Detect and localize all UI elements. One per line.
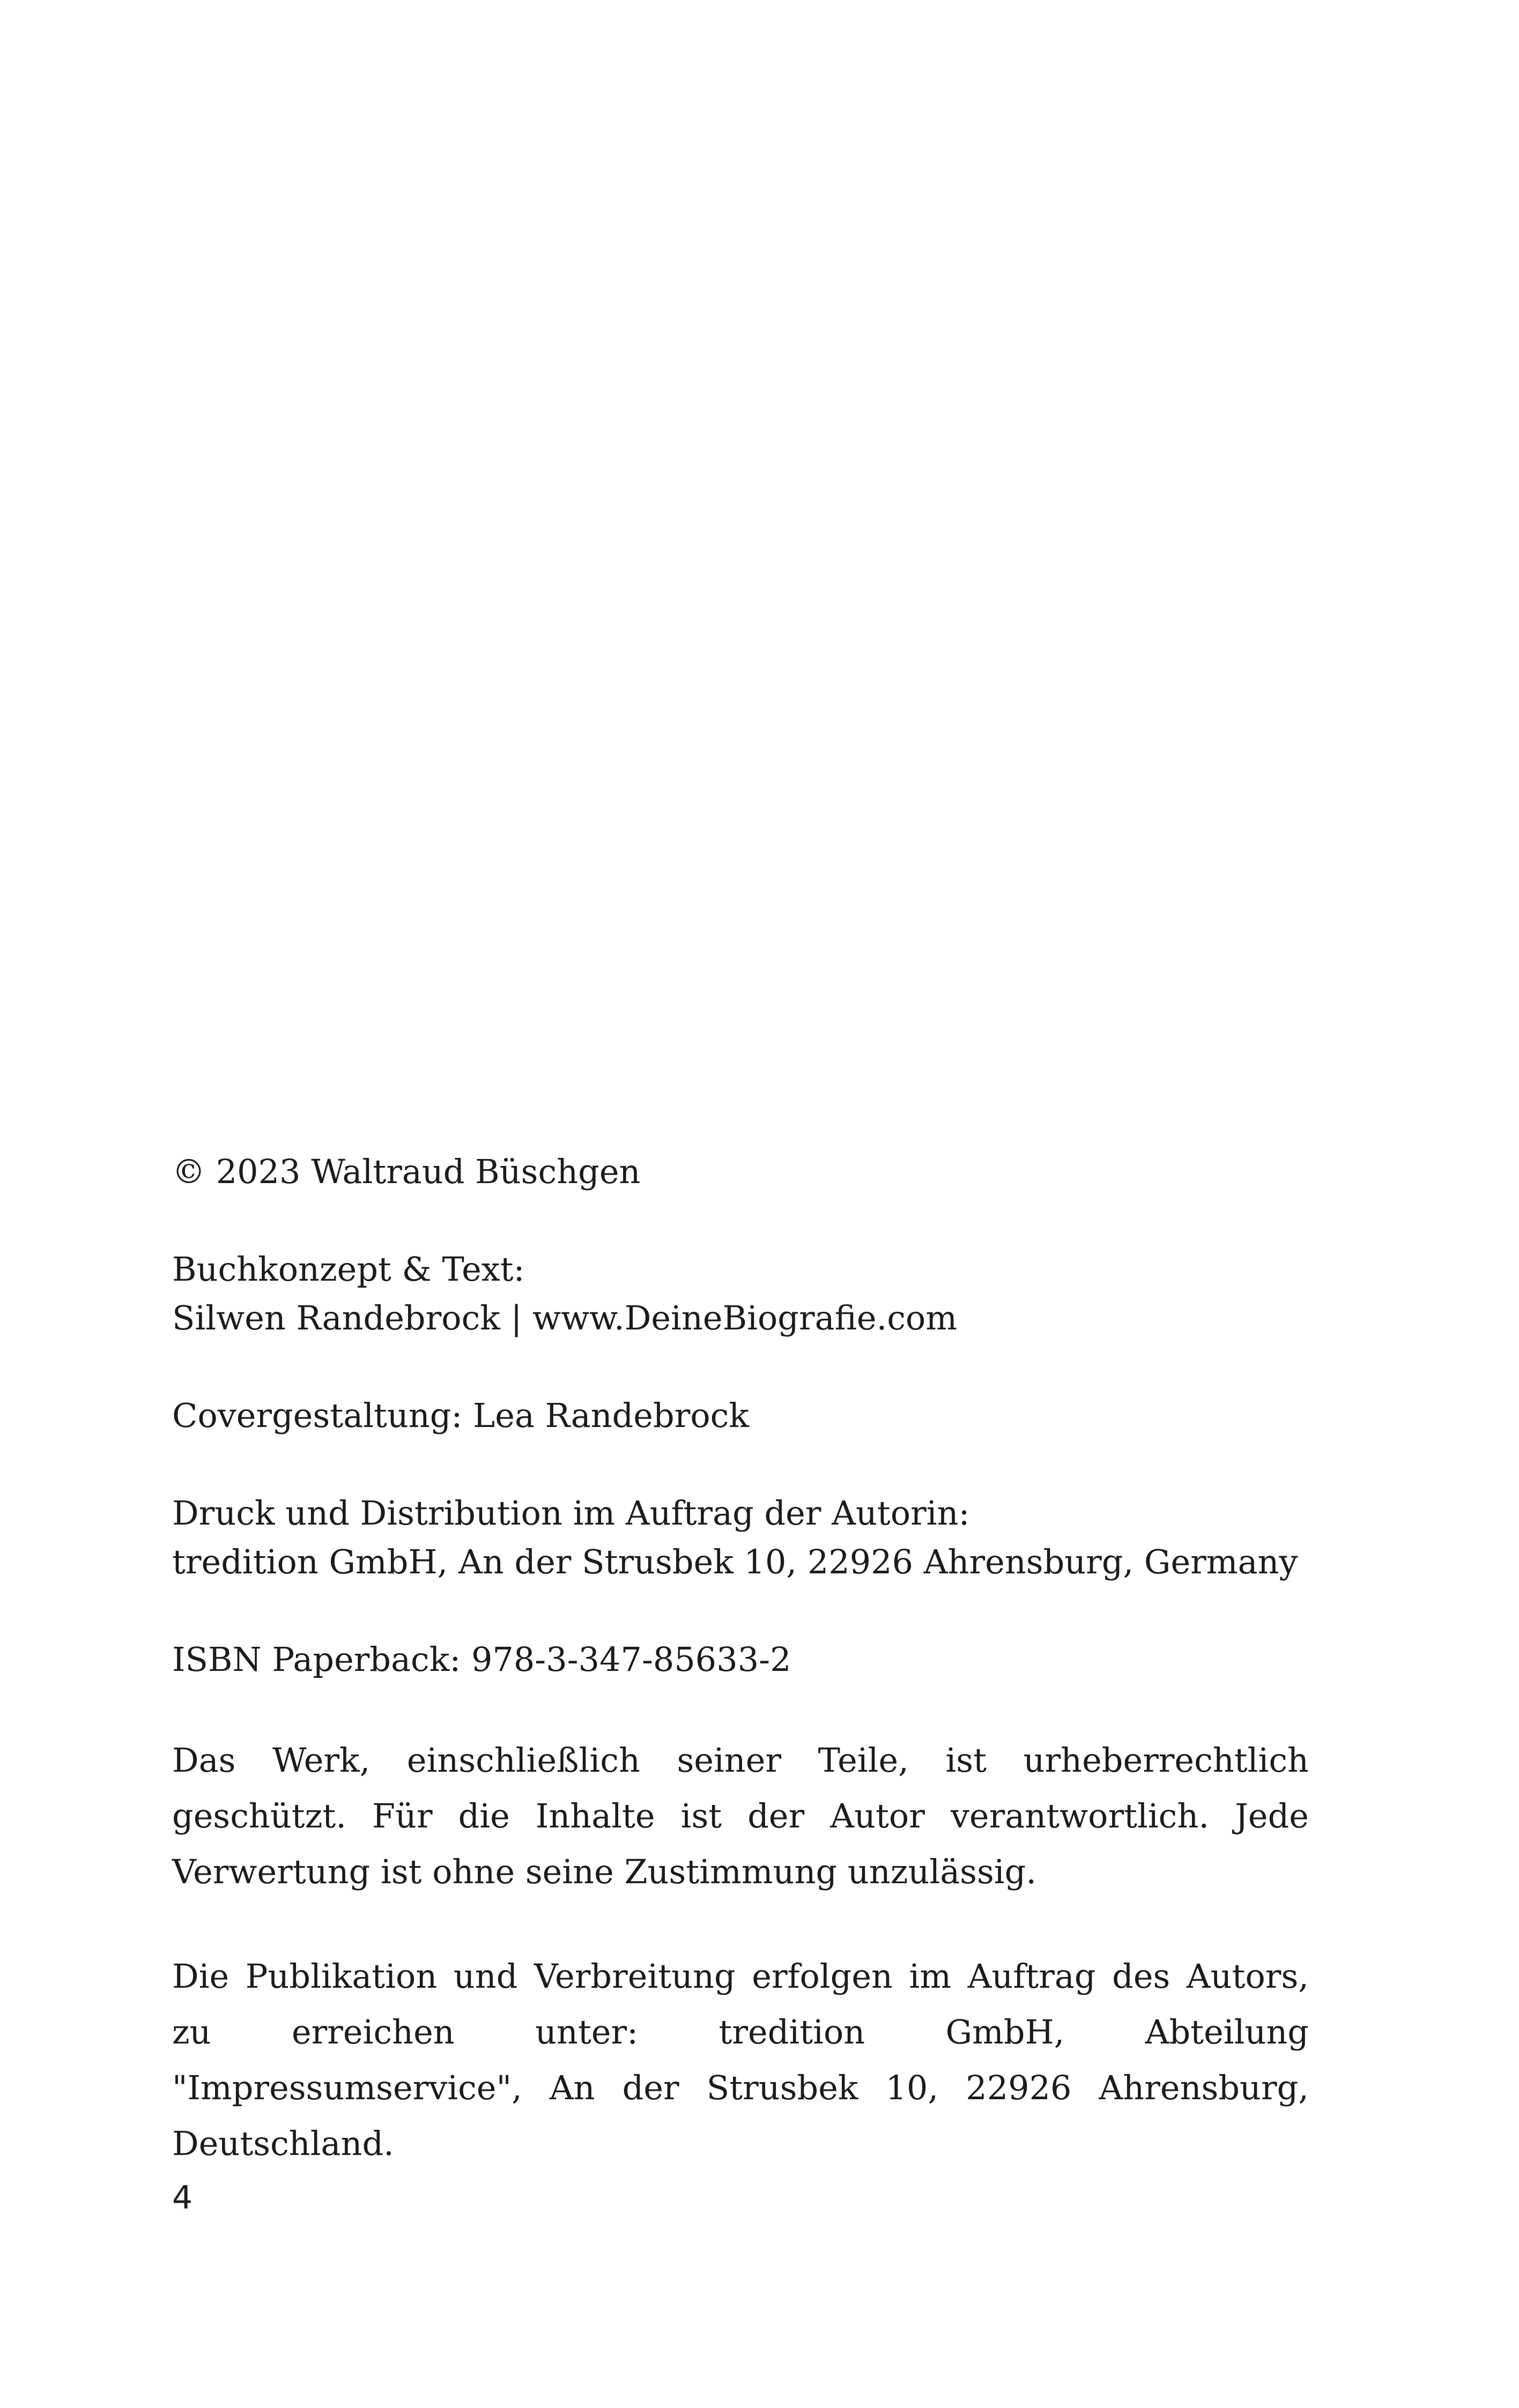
concept-value: Silwen Randebrock | www.DeineBiografie.com (172, 1298, 958, 1337)
page-number: 4 (172, 2179, 193, 2217)
isbn-line: ISBN Paperback: 978-3-347-85633-2 (172, 1640, 791, 1679)
rights-paragraph: Das Werk, einschließlich seiner Teile, ist urheberrechtlich geschützt. Für die Inhalte ist der Autor verantwortlich. Jede Verwertung ist ohne seine Zustimmung unzulässig. (172, 1741, 1309, 1891)
print-address: tredition GmbH, An der Strusbek 10, 22926 Ahrensburg, Germany (172, 1542, 1298, 1581)
imprint-block (172, 1147, 1309, 2172)
concept-label: Buchkonzept & Text: (172, 1250, 525, 1289)
copyright-line: © 2023 Waltraud Büschgen (172, 1152, 641, 1191)
publication-paragraph: Die Publikation und Verbreitung erfolgen im Auftrag des Autors, zu erreichen unter: tredition GmbH, Abteilung "Impressumservice", An der Strusbek 10, 22926 Ahrensburg, Deutschland. (172, 1957, 1309, 2163)
cover-credit: Covergestaltung: Lea Randebrock (172, 1396, 749, 1435)
print-label: Druck und Distribution im Auftrag der Autorin: (172, 1493, 970, 1533)
